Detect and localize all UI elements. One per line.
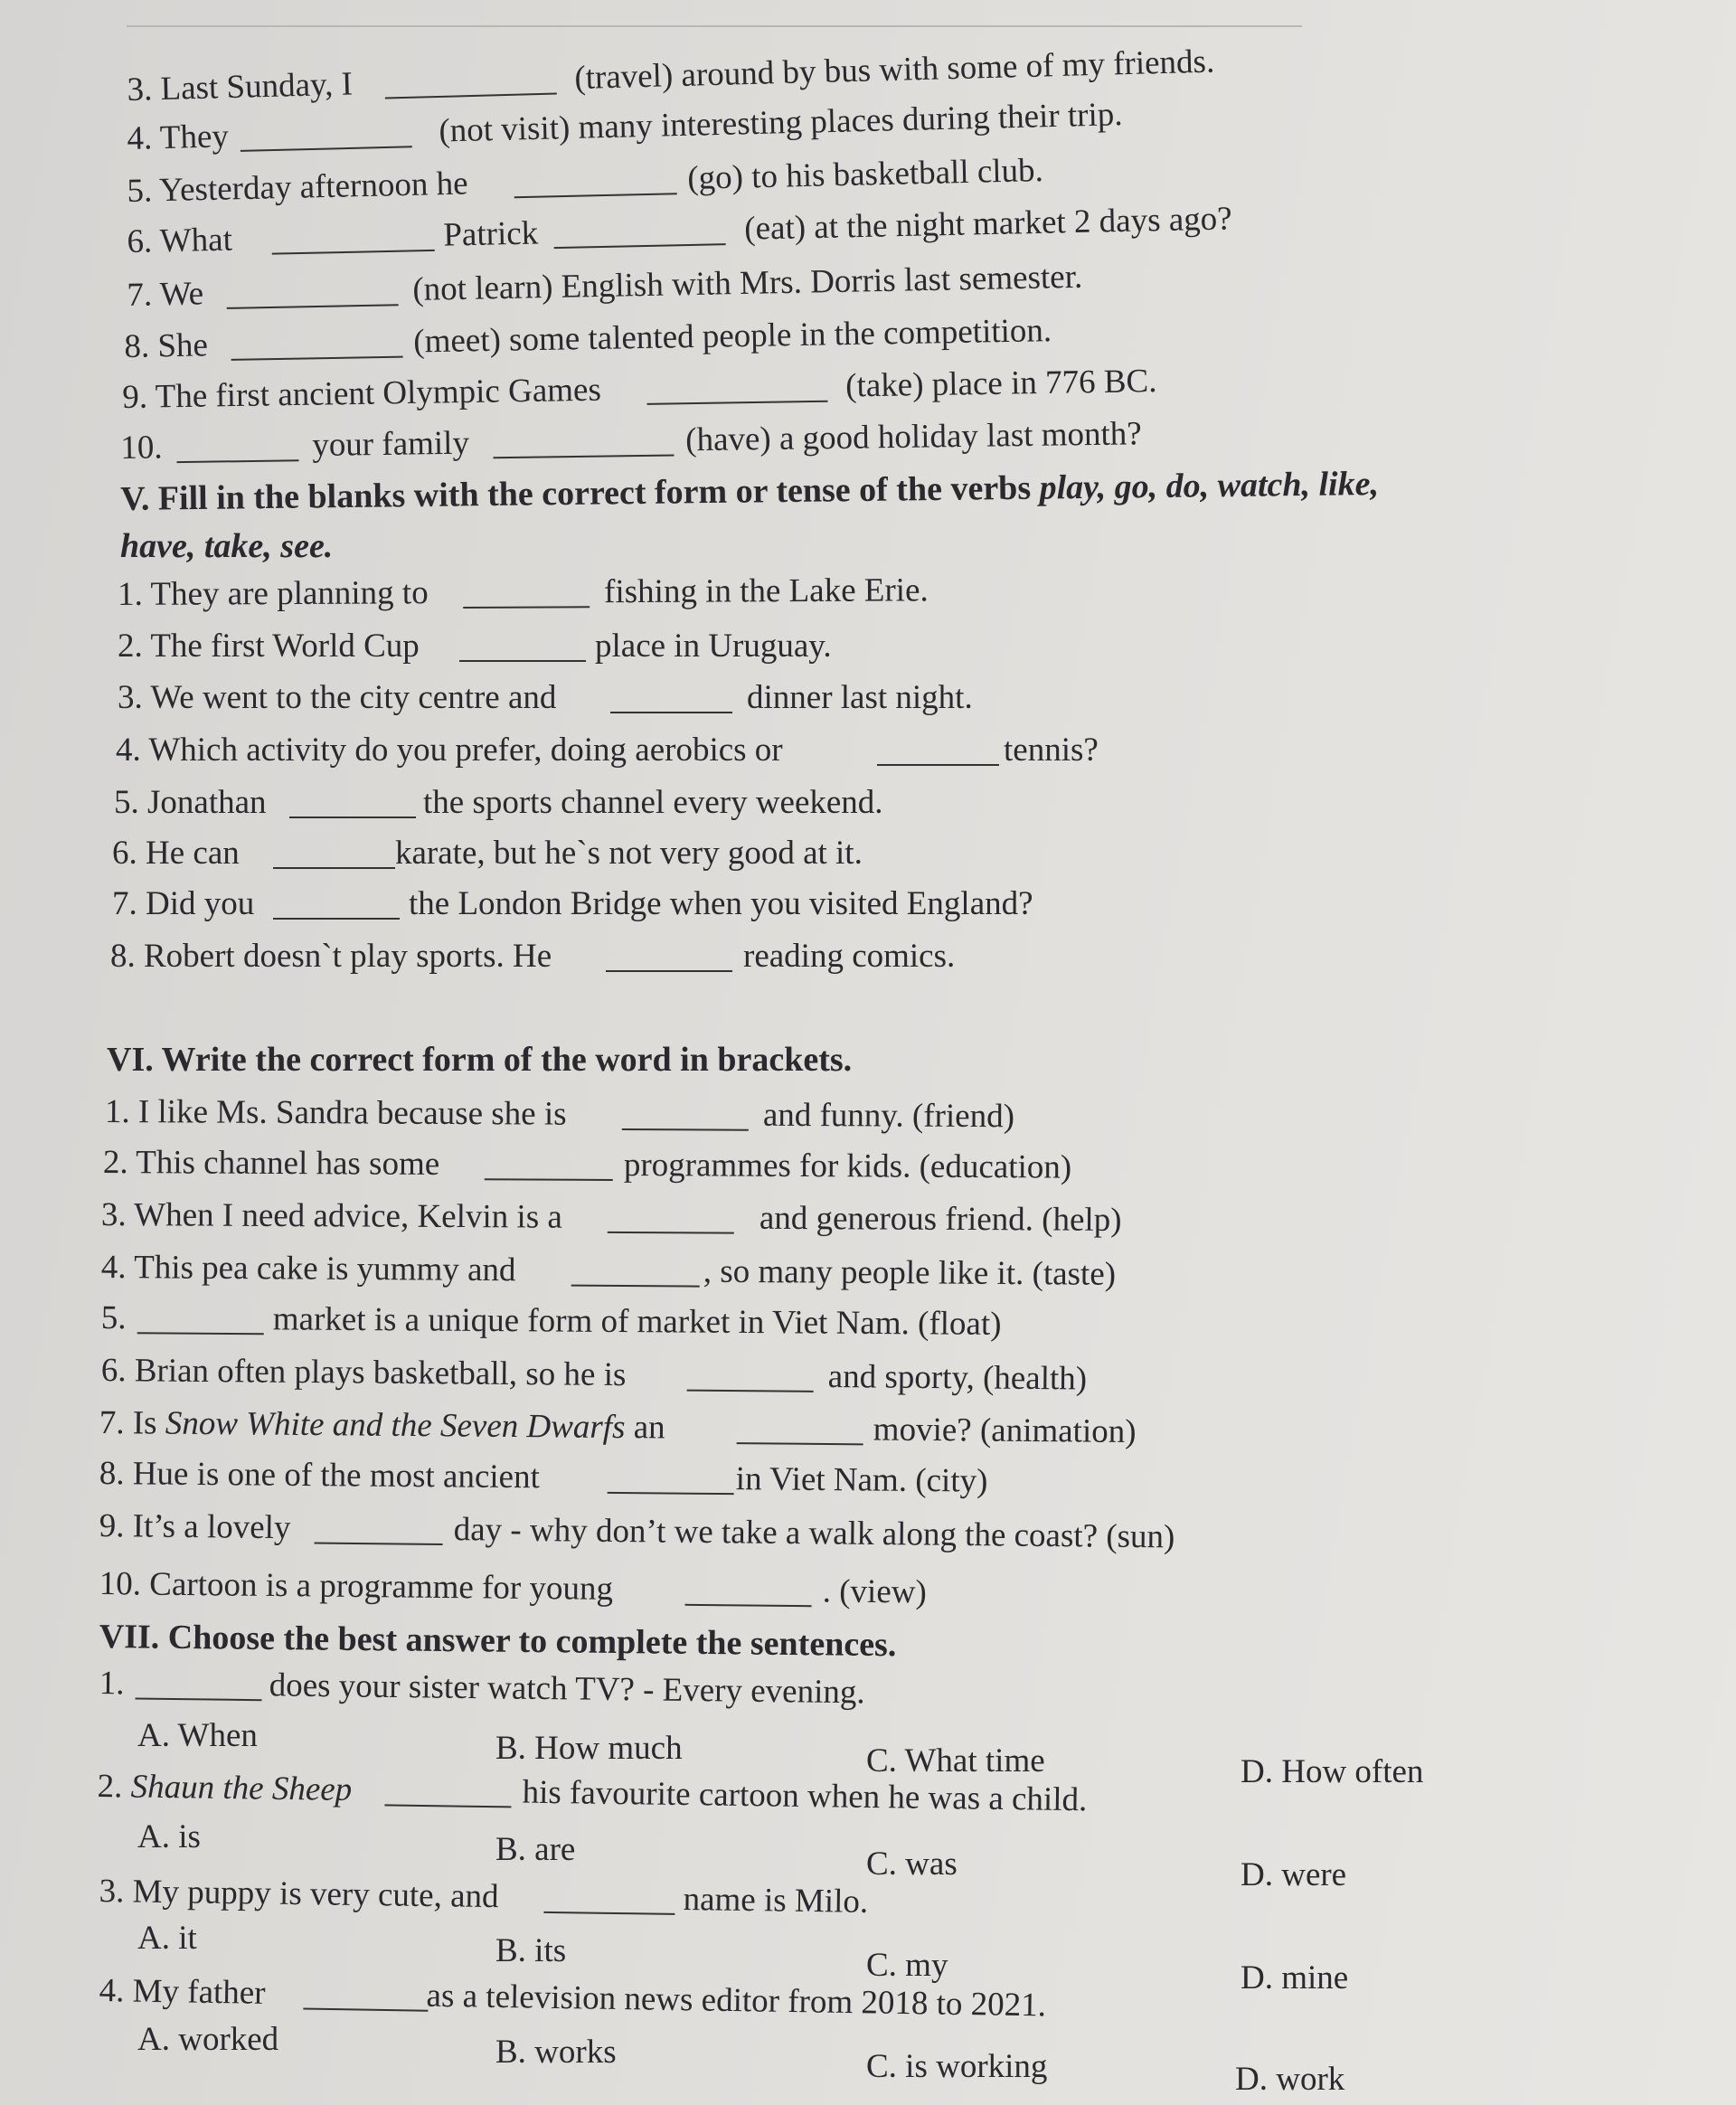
s6-item-7 xyxy=(99,1403,1137,1451)
item-text: in Viet Nam. (city) xyxy=(735,1460,988,1500)
answer-blank[interactable] xyxy=(877,737,999,766)
answer-blank[interactable] xyxy=(685,1577,812,1607)
item-text: tennis? xyxy=(1004,732,1099,769)
q4-option-d[interactable]: D. work xyxy=(1235,2061,1345,2098)
question-text: his favourite cartoon when he was a child. xyxy=(522,1773,1088,1819)
heading-text: V. Fill in the blanks with the correct form or tense of the verbs xyxy=(120,468,1040,518)
item-text: 1. I like Ms. Sandra because she is xyxy=(104,1093,567,1133)
item-text: 3. We went to the city centre and xyxy=(118,679,557,716)
heading-text: have, take, see. xyxy=(120,527,334,565)
item-text: 6. He can xyxy=(112,835,240,872)
top-rule xyxy=(127,25,1302,27)
item-text: and funny. (friend) xyxy=(762,1096,1015,1136)
item-text: 2. The first World Cup xyxy=(118,628,420,665)
q4-option-a[interactable]: A. worked xyxy=(137,2021,279,2058)
answer-blank[interactable] xyxy=(608,1204,734,1234)
item-text: 10. Cartoon is a programme for young xyxy=(99,1565,614,1608)
answer-blank[interactable] xyxy=(606,943,732,972)
q3-option-d[interactable]: D. mine xyxy=(1241,1959,1349,1996)
answer-blank[interactable] xyxy=(273,891,400,920)
question-text: name is Milo. xyxy=(683,1881,869,1921)
answer-blank[interactable] xyxy=(315,1515,443,1544)
item-text: (go) to his basketball club. xyxy=(686,152,1044,197)
answer-blank[interactable] xyxy=(463,579,590,609)
item-text: (have) a good holiday last month? xyxy=(684,415,1142,459)
answer-blank[interactable] xyxy=(240,118,412,152)
answer-blank[interactable] xyxy=(303,1981,428,2012)
q2-option-c[interactable]: C. was xyxy=(866,1845,958,1883)
question-text: as a television news editor from 2018 to 2021. xyxy=(426,1977,1047,2025)
item-text: and sporty, (health) xyxy=(827,1358,1088,1398)
q1-option-b[interactable]: B. How much xyxy=(495,1730,683,1767)
item-text: (travel) around by bus with some of my friends. xyxy=(573,42,1215,98)
item-text: 2. This channel has some xyxy=(102,1144,440,1183)
q3-option-a[interactable]: A. it xyxy=(137,1920,197,1957)
q4-option-c[interactable]: C. is working xyxy=(866,2048,1048,2085)
item-text: an xyxy=(625,1409,665,1447)
item-text: and generous friend. (help) xyxy=(759,1199,1122,1239)
q1-option-d[interactable]: D. How often xyxy=(1241,1753,1424,1790)
item-text: 10. xyxy=(120,429,163,467)
answer-blank[interactable] xyxy=(646,373,827,405)
question-text: does your sister watch TV? - Every evening. xyxy=(269,1666,865,1712)
item-text: 4. This pea cake is yummy and xyxy=(100,1249,516,1289)
question-text: 1. xyxy=(99,1664,125,1703)
question-text: 3. My puppy is very cute, and xyxy=(99,1873,499,1916)
item-text: 4. They xyxy=(127,118,230,157)
answer-blank[interactable] xyxy=(384,66,557,99)
item-text: programmes for kids. (education) xyxy=(623,1147,1072,1186)
answer-blank[interactable] xyxy=(737,1415,863,1445)
section-5-heading xyxy=(120,464,1379,519)
item-text: . (view) xyxy=(822,1572,928,1611)
item-text: 8. Robert doesn`t play sports. He xyxy=(110,938,552,975)
q2-option-d[interactable]: D. were xyxy=(1241,1856,1347,1893)
answer-blank[interactable] xyxy=(493,427,674,458)
answer-blank[interactable] xyxy=(608,1465,734,1495)
item-text: 4. Which activity do you prefer, doing aerobics or xyxy=(116,732,783,769)
answer-blank[interactable] xyxy=(273,840,395,869)
s7-question-2 xyxy=(97,1767,1088,1819)
answer-blank[interactable] xyxy=(485,1151,613,1181)
item-text: 9. The first ancient Olympic Games xyxy=(122,371,602,416)
item-text: 5. xyxy=(100,1299,127,1337)
answer-blank[interactable] xyxy=(231,329,403,361)
answer-blank[interactable] xyxy=(459,633,586,662)
item-text: 7. We xyxy=(127,275,204,314)
answer-blank[interactable] xyxy=(136,1670,262,1701)
answer-blank[interactable] xyxy=(610,684,732,713)
answer-blank[interactable] xyxy=(289,789,416,818)
item-text: place in Uruguay. xyxy=(595,628,832,665)
item-text: 3. When I need advice, Kelvin is a xyxy=(100,1196,562,1236)
item-text: your family xyxy=(311,424,470,465)
heading-text: VI. Write the correct form of the word in brackets. xyxy=(107,1041,853,1079)
item-text: 8. Hue is one of the most ancient xyxy=(99,1455,541,1496)
item-text: day - why don’t we take a walk along the coast? (sun) xyxy=(453,1511,1175,1556)
question-text: 4. My father xyxy=(99,1971,266,2012)
cartoon-title: Shaun the Sheep xyxy=(130,1768,353,1808)
item-text: 5. Yesterday afternoon he xyxy=(127,165,468,210)
q4-option-b[interactable]: B. works xyxy=(495,2034,617,2071)
q3-option-c[interactable]: C. my xyxy=(866,1947,948,1984)
answer-blank[interactable] xyxy=(384,1777,511,1808)
answer-blank[interactable] xyxy=(514,165,677,198)
movie-title: Snow White and the Seven Dwarfs xyxy=(165,1404,626,1447)
item-text: movie? (animation) xyxy=(873,1411,1137,1451)
answer-blank[interactable] xyxy=(571,1258,700,1288)
item-text: fishing in the Lake Erie. xyxy=(603,571,929,611)
item-text: , so many people like it. (taste) xyxy=(703,1252,1117,1293)
item-text: 8. She xyxy=(124,326,209,365)
item-text: 1. They are planning to xyxy=(118,574,429,613)
item-text: (take) place in 776 BC. xyxy=(844,363,1157,405)
item-text: (eat) at the night market 2 days ago? xyxy=(743,200,1232,248)
answer-blank[interactable] xyxy=(543,1884,675,1915)
item-text: (not learn) English with Mrs. Dorris last semester. xyxy=(411,258,1083,308)
item-text: (meet) some talented people in the competition. xyxy=(412,312,1052,361)
item-text: 3. Last Sunday, I xyxy=(127,65,354,109)
q3-option-b[interactable]: B. its xyxy=(495,1932,567,1969)
heading-verbs: play, go, do, watch, like, xyxy=(1039,464,1380,507)
answer-blank[interactable] xyxy=(271,222,435,255)
answer-blank[interactable] xyxy=(137,1305,264,1335)
question-text: 2. xyxy=(97,1767,131,1806)
item-text: 5. Jonathan xyxy=(114,784,267,821)
answer-blank[interactable] xyxy=(553,216,726,249)
answer-blank[interactable] xyxy=(622,1101,749,1131)
q2-option-b[interactable]: B. are xyxy=(495,1831,576,1868)
item-text: 7. Did you xyxy=(112,885,255,922)
item-text: (not visit) many interesting places during their trip. xyxy=(438,96,1123,150)
item-text: 9. It’s a lovely xyxy=(99,1507,291,1547)
q2-option-a[interactable]: A. is xyxy=(137,1818,201,1855)
answer-blank[interactable] xyxy=(176,432,298,463)
q1-option-a[interactable]: A. When xyxy=(137,1717,258,1754)
item-text: 6. What xyxy=(127,221,233,260)
answer-blank[interactable] xyxy=(687,1363,814,1392)
item-text: market is a unique form of market in Viet Nam. (float) xyxy=(272,1300,1002,1343)
item-text: karate, but he`s not very good at it. xyxy=(395,835,863,872)
item-text: 6. Brian often plays basketball, so he is xyxy=(100,1352,627,1394)
item-text: 7. Is xyxy=(99,1404,165,1442)
item-text: reading comics. xyxy=(743,938,956,975)
item-text: dinner last night. xyxy=(747,679,973,716)
item-text: the London Bridge when you visited England? xyxy=(409,885,1033,922)
item-text: Patrick xyxy=(442,214,539,254)
q1-option-c[interactable]: C. What time xyxy=(866,1742,1045,1779)
answer-blank[interactable] xyxy=(226,277,399,309)
item-text: the sports channel every weekend. xyxy=(423,784,883,821)
heading-text: VII. Choose the best answer to complete the sentences. xyxy=(99,1618,897,1665)
